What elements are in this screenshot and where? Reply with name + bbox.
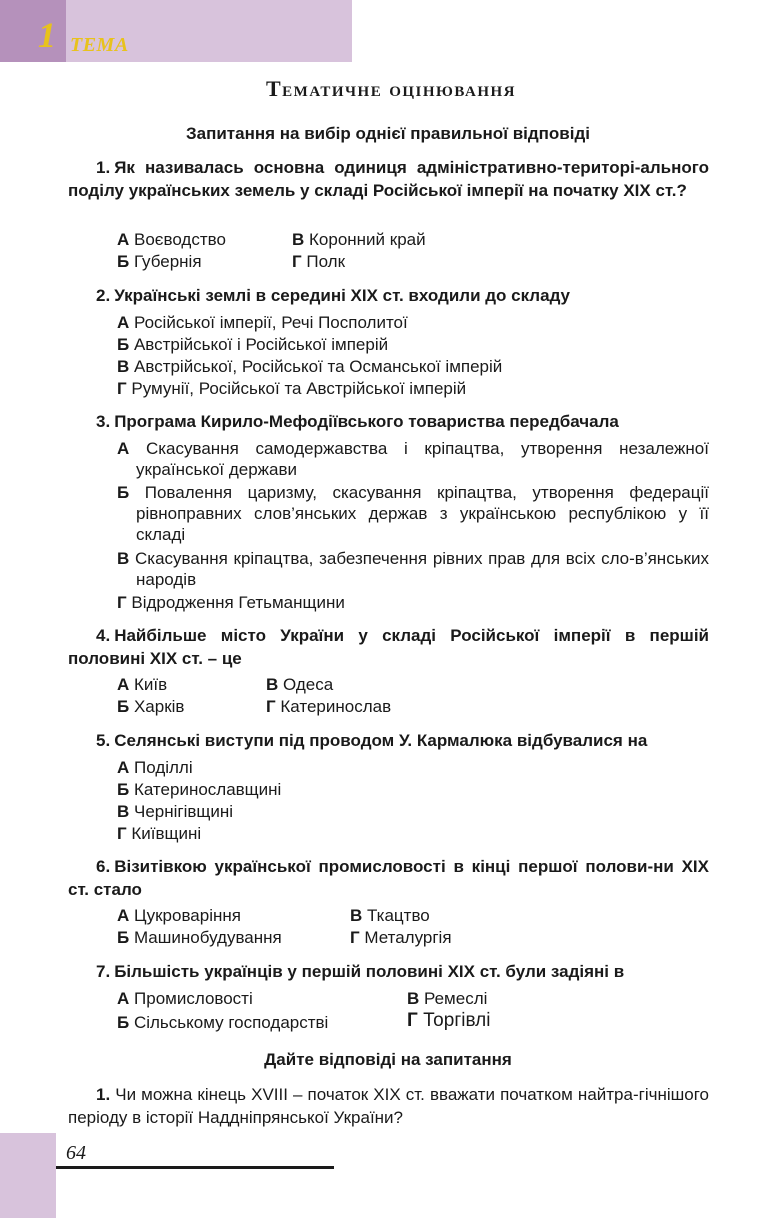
option-b: Б Харків [117,697,185,716]
page-number: 64 [66,1142,86,1164]
option-v: В Скасування кріпацтва, забезпечення рівних прав для всіх сло-в’янських народів [117,549,709,589]
page-margin-band [0,1133,56,1218]
option-b: Б Губернія [117,252,202,271]
question-2: 2. Українські землі в середині XIX ст. входили до складу [96,286,571,305]
option-a: А Поділлі [117,758,193,777]
option-b: Б Сільському господарстві [117,1013,329,1032]
option-v: В Чернігівщині [117,802,234,821]
option-a: А Цукроваріння [117,906,241,925]
option-v: В Ремеслі [407,989,488,1008]
option-v: В Ткацтво [350,906,430,925]
option-v: В Одеса [266,675,334,694]
option-a: А Скасування самодержавства і кріпацтва, утворення незалежної української держави [117,439,709,479]
chapter-number-box [0,0,66,62]
option-a: А Воєводство [117,230,226,249]
option-g: Г Румунії, Російської та Австрійської імперій [117,379,467,398]
page-title: Тематичне оцінювання [266,76,516,101]
option-v: В Австрійської, Російської та Османської імперій [117,357,503,376]
option-b: Б Машинобудування [117,928,282,947]
option-g: Г Київщині [117,824,202,843]
chapter-header-band [0,0,352,62]
chapter-number: 1 [38,15,56,55]
option-b: Б Австрійської і Російської імперій [117,335,389,354]
question-3: 3. Програма Кирило-Мефодіївського товариства передбачала [96,412,619,431]
option-g: Г Металургія [350,928,452,947]
question-5: 5. Селянські виступи під проводом У. Кармалюка відбувалися на [96,731,648,750]
option-b: Б Катеринославщині [117,780,282,799]
question-1: 1. Як називалась основна одиниця адміністративно-територі-ального поділу українських земель у складі Російської імперії на початку XIX ст.? [68,158,709,200]
option-a: А Київ [117,675,168,694]
question-6: 6. Візитівкою української промисловості в кінці першої полови-ни XIX ст. стало [68,857,709,899]
option-a: А Російської імперії, Речі Посполитої [117,313,408,332]
section-title-choice: Запитання на вибір однієї правильної відповіді [185,124,590,143]
open-question-1: 1. Чи можна кінець XVIII – початок XIX ст. вважати початком найтра-гічнішого періоду в історії Наддніпрянської України? [68,1085,710,1127]
option-g: Г Катеринослав [266,697,392,716]
footer-rule [56,1166,334,1169]
option-v: В Коронний край [292,230,426,249]
option-g: Г Торгівлі [407,1010,491,1031]
section-title-open: Дайте відповіді на запитання [264,1050,512,1069]
chapter-label: ТЕМА [70,34,129,56]
option-b: Б Повалення царизму, скасування кріпацтва, утворення федерації рівноправних слов’янських держав з українською республікою у її складі [117,483,709,544]
question-4: 4. Найбільше місто України у складі Російської імперії в першій половині XIX ст. – це [68,626,709,668]
option-g: Г Полк [292,252,346,271]
option-a: А Промисловості [117,989,253,1008]
question-7: 7. Більшість українців у першій половині XIX ст. були задіяні в [96,962,625,981]
option-g: Г Відродження Гетьманщини [117,593,345,612]
